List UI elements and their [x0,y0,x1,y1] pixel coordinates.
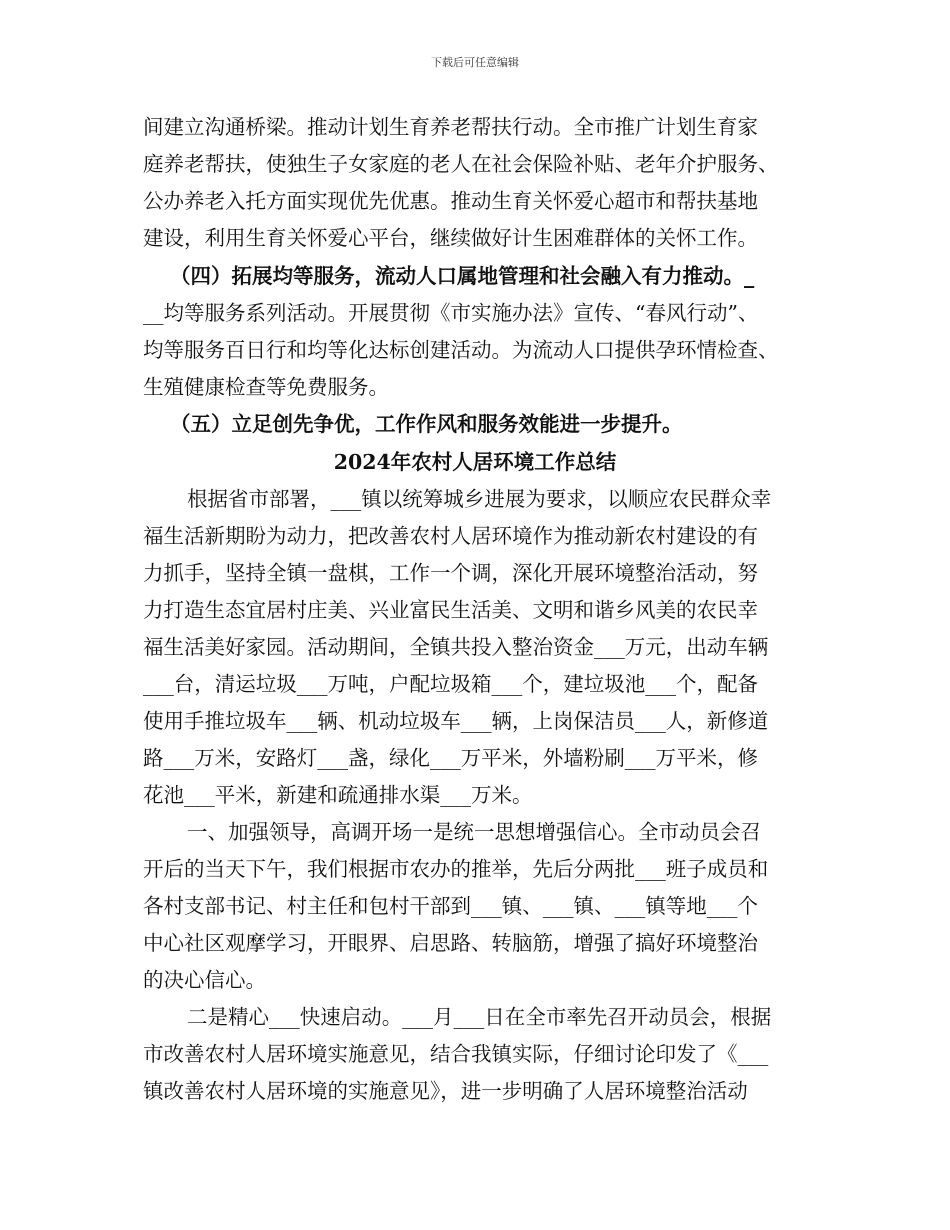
text-line: 各村支部书记、村主任和包村干部到___镇、___镇、___镇等地___个 [143,894,758,918]
text-line: 力打造生态宜居村庄美、兴业富民生活美、文明和谐乡风美的农民幸 [143,598,758,622]
text-line: 一、加强领导，高调开场一是统一思想增强信心。全市动员会召 [187,820,761,844]
text-line: 生殖健康检查等免费服务。 [143,375,389,399]
page-header: 下载后可任意编辑 [431,56,519,69]
text-line: 庭养老帮扶，使独生子女家庭的老人在社会保险补贴、老年介护服务、 [143,152,779,176]
text-line: 的决心信心。 [143,968,266,992]
section-heading-5: （五）立足创先争优，工作作风和服务效能进一步提升。 [170,412,683,436]
text-line: 间建立沟通桥梁。推动计划生育养老帮扶行动。全市推广计划生育家 [143,115,758,139]
text-line: 中心社区观摩学习，开眼界、启思路、转脑筋，增强了搞好环境整治 [143,931,758,955]
text-line: 二是精心___快速启动。___月___日在全市率先召开动员会，根据 [187,1005,772,1029]
text-line: 均等服务百日行和均等化达标创建活动。为流动人口提供孕环情检查、 [143,338,779,362]
text-line: 公办养老入托方面实现优先优惠。推动生育关怀爱心超市和帮扶基地 [143,189,758,213]
text-line: 花池___平米，新建和疏通排水渠___万米。 [143,783,533,807]
section-heading-4: （四）拓展均等服务，流动人口属地管理和社会融入有力推动。_ [170,264,755,288]
text-line: 使用手推垃圾车___辆、机动垃圾车___辆，上岗保洁员___人，新修道 [143,709,769,733]
text-line: 市改善农村人居环境实施意见，结合我镇实际，仔细讨论印发了《___ [143,1042,769,1066]
text-line: 福生活新期盼为动力，把改善农村人居环境作为推动新农村建设的有 [143,524,758,548]
text-line: 建设，利用生育关怀爱心平台，继续做好计生困难群体的关怀工作。 [143,226,758,250]
text-line: 开后的当天下午，我们根据市农办的推举，先后分两批___班子成员和 [143,857,769,881]
document-title: 2024年农村人居环境工作总结 [333,450,617,474]
text-line: 镇改善农村人居环境的实施意见》，进一步明确了人居环境整治活动 [143,1079,748,1103]
text-line: 福生活美好家园。活动期间，全镇共投入整治资金___万元，出动车辆 [143,635,769,659]
text-line: 路___万米，安路灯___盏，绿化___万平米，外墙粉刷___万平米，修 [143,746,758,770]
text-line: __均等服务系列活动。开展贯彻《市实施办法》宣传、“春风行动”、 [143,301,759,325]
text-line: ___台，清运垃圾___万吨，户配垃圾箱___个，建垃圾池___个，配备 [143,672,758,696]
text-line: 根据省市部署，___镇以统筹城乡进展为要求，以顺应农民群众幸 [187,487,772,511]
text-line: 力抓手，坚持全镇一盘棋，工作一个调，深化开展环境整治活动，努 [143,561,758,585]
